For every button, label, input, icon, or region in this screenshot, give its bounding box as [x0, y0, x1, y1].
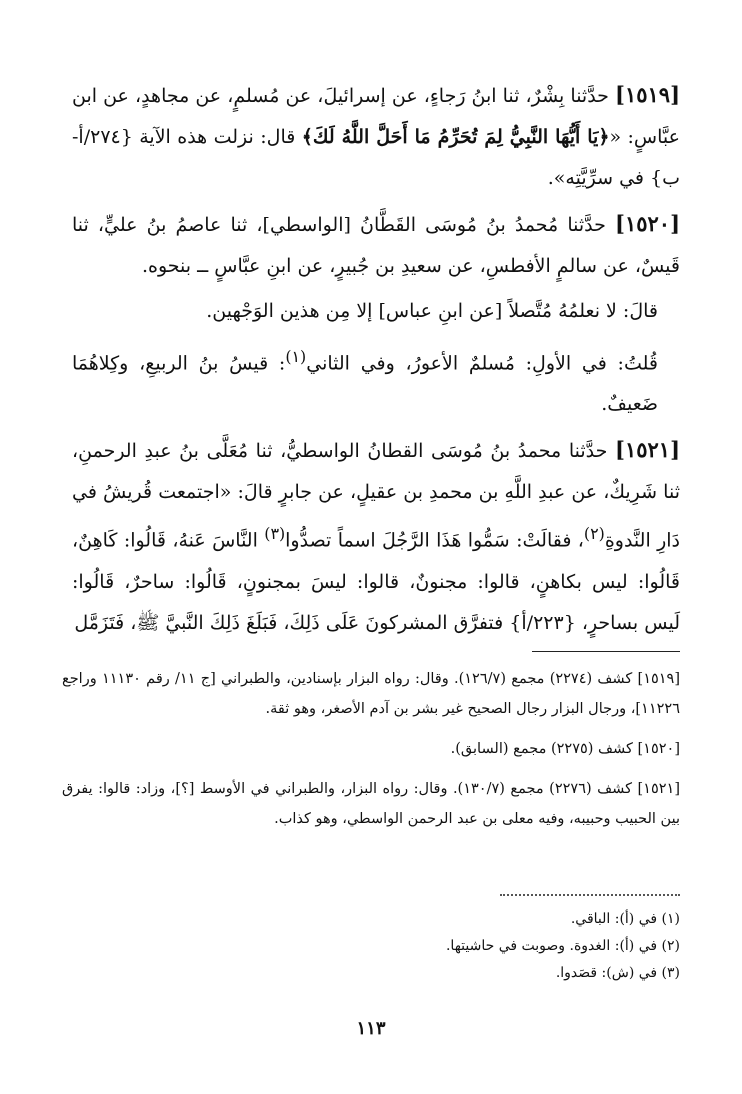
footnote-ref: (٣) [264, 524, 286, 544]
footnote-ref: (٢) [583, 524, 605, 544]
footnotes-divider [500, 894, 680, 896]
footnote-ref: (١) [285, 347, 307, 366]
hadith-number: [١٥٢١] [615, 437, 680, 463]
hadith-text: حدَّثنا بِشْرٌ، ثنا ابنُ رَجاءٍ، عن إسرائيلَ، عن مُسلمٍ، عن مجاهدٍ، عن ابن عبَّاسٍ: « [72, 85, 680, 148]
footnote-3: (٣) في (ش): قصَدوا. [555, 965, 680, 981]
hadith-text: حدَّثنا مُحمدُ بنُ مُوسَى القَطَّانُ [الواسطي]، ثنا عاصمُ بنُ عليٍّ، ثنا قَيسٌ، عن سالمٍ الأفطسِ، عن سعيدِ بن جُبيرٍ، عن ابنِ عبَّاسٍ ــ بنحوه. [72, 214, 680, 277]
note-1521: [١٥٢١] كشف (٢٢٧٦) مجمع (١٣٠/٧). وقال: رواه البزار، والطبراني في الأوسط [؟]، وزاد: قالوا: يفرق بين الحبيب وحبيبه، وفيه معلى بن عبد الرحمن الواسطي، وهو كذاب. [62, 781, 680, 827]
main-text [72, 74, 680, 644]
quran-verse: ﴿يَا أَيُّهَا النَّبِيُّ لِمَ تُحَرِّمُ مَا أَحَلَّ اللَّهُ لَكَ﴾ [301, 126, 610, 148]
hadith-1520 [72, 203, 680, 287]
qaal-remark: قالَ: لا نعلمُهُ مُتَّصلاً [عن ابنِ عباس] إلا مِن هذين الوَجْهين. [206, 300, 658, 322]
hadith-1519 [72, 74, 680, 199]
note-1519: [١٥١٩] كشف (٢٢٧٤) مجمع (١٢٦/٧). وقال: رواه البزار بإسنادين، والطبراني [ج ١١/ رقم ١١١٣٠ وراجع ١١٢٢٦]، ورجال البزار رجال الصحيح غير بشر بن آدم الأصغر، وهو ثقة. [62, 671, 681, 717]
takhrij-notes [62, 664, 680, 844]
notes-divider [532, 651, 680, 652]
hadith-number: [١٥١٩] [615, 82, 680, 107]
hadith-number: [١٥٢٠] [615, 211, 681, 236]
qultu-remark [72, 336, 680, 425]
qultu-text-end: : قيسُ بنُ الربيعِ، وكِلاهُمَا ضَعيفٌ. [72, 352, 658, 416]
hadith-text-end: النَّاسَ عَنهُ، قَالُوا: كَاهِنٌ، قَالُوا: ليس بكاهنٍ، قالوا: مجنونٌ، قالوا: ليسَ بمجنونٍ، قَالُوا: ساحرٌ، قَالُوا: لَيس بساحرٍ، {٢٢٣/أ} فتفرَّق المشركونَ عَلَى ذَلِكَ، فَبَلَغَ ذَلِكَ النَّبيَّ ﷺ، فَتَزَمَّل [72, 529, 680, 634]
footnote-1: (١) في (أ): الباقي. [570, 911, 680, 927]
note-1520: [١٥٢٠] كشف (٢٢٧٥) مجمع (السابق). [450, 741, 680, 757]
hadith-text-mid: ، فقالَتْ: سَمُّوا هَذَا الرَّجُلَ اسماً تصدُّوا [285, 529, 584, 552]
hadith-text: حدَّثنا محمدُ بنُ مُوسَى القطانُ الواسطيُّ، ثنا مُعَلَّى بنُ عبدِ الرحمنِ، ثنا شَرِيكٌ، عن عبدِ اللَّهِ بن محمدِ بن عقيلٍ، عن جابرٍ قالَ: «اجتمعت قُريشُ في دَارِ النَّدوةِ [72, 440, 680, 552]
hadith-1521 [72, 429, 680, 643]
footnote-2: (٢) في (أ): الغدوة. وصوبت في حاشيتها. [445, 938, 680, 954]
page-number: ١١٣ [356, 1018, 386, 1039]
qultu-text: قُلتُ: في الأولِ: مُسلمٌ الأعورُ، وفي الثاني [306, 352, 658, 375]
hadith-text-end: قال: نزلت هذه الآية {٢٧٤/أ-ب} في سرِّيَّتِه». [72, 126, 680, 189]
footnotes [62, 906, 680, 987]
